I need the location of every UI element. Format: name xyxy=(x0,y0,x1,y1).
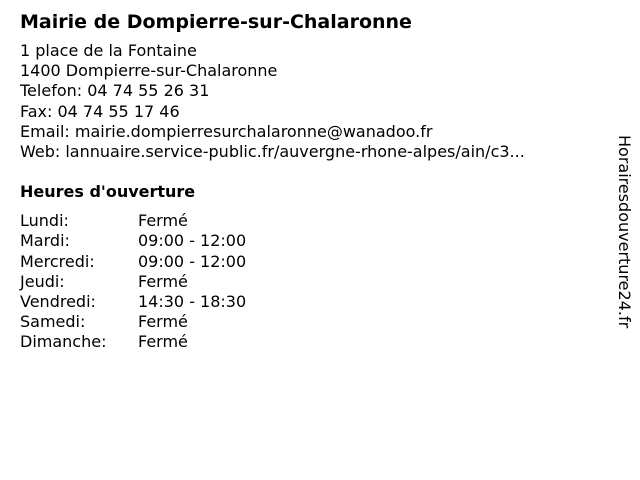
hours-row-mercredi xyxy=(20,252,600,272)
hours-table xyxy=(20,211,600,352)
hours-row-jeudi xyxy=(20,272,600,292)
hours-day: Mardi: xyxy=(20,231,70,251)
hours-row-mardi xyxy=(20,231,600,251)
brand-link[interactable]: Horairesdouverture24.fr xyxy=(615,135,634,329)
hours-time: 09:00 - 12:00 xyxy=(138,231,247,251)
fax-line: Fax: 04 74 55 17 46 xyxy=(20,101,180,121)
hours-heading: Heures d'ouverture xyxy=(20,182,196,202)
address-city: 1400 Dompierre-sur-Chalaronne xyxy=(20,61,278,81)
contact-block xyxy=(20,81,600,162)
hours-time: Fermé xyxy=(138,271,188,291)
page-title: Mairie de Dompierre-sur-Chalaronne xyxy=(20,11,412,33)
hours-day: Jeudi: xyxy=(20,271,65,291)
hours-time: Fermé xyxy=(138,312,188,332)
hours-row-samedi xyxy=(20,312,600,332)
hours-time: 14:30 - 18:30 xyxy=(138,292,247,312)
address-street: 1 place de la Fontaine xyxy=(20,41,197,60)
website-link[interactable]: Web: lannuaire.service-public.fr/auvergne-rhone-alpes/ain/c3... xyxy=(20,142,525,162)
business-card xyxy=(20,9,600,353)
hours-day: Mercredi: xyxy=(20,251,95,271)
hours-time: 09:00 - 12:00 xyxy=(138,251,247,271)
email-link[interactable]: Email: mairie.dompierresurchalaronne@wanadoo.fr xyxy=(20,121,433,141)
hours-day: Samedi: xyxy=(20,312,86,332)
hours-row-dimanche xyxy=(20,332,600,352)
hours-time: Fermé xyxy=(138,211,188,231)
address-block xyxy=(20,41,600,81)
hours-day: Dimanche: xyxy=(20,332,107,352)
phone-line: Telefon: 04 74 55 26 31 xyxy=(20,81,210,101)
hours-row-vendredi xyxy=(20,292,600,312)
hours-day: Vendredi: xyxy=(20,292,96,312)
hours-time: Fermé xyxy=(138,332,188,352)
hours-row-lundi xyxy=(20,211,600,231)
hours-day: Lundi: xyxy=(20,211,69,231)
